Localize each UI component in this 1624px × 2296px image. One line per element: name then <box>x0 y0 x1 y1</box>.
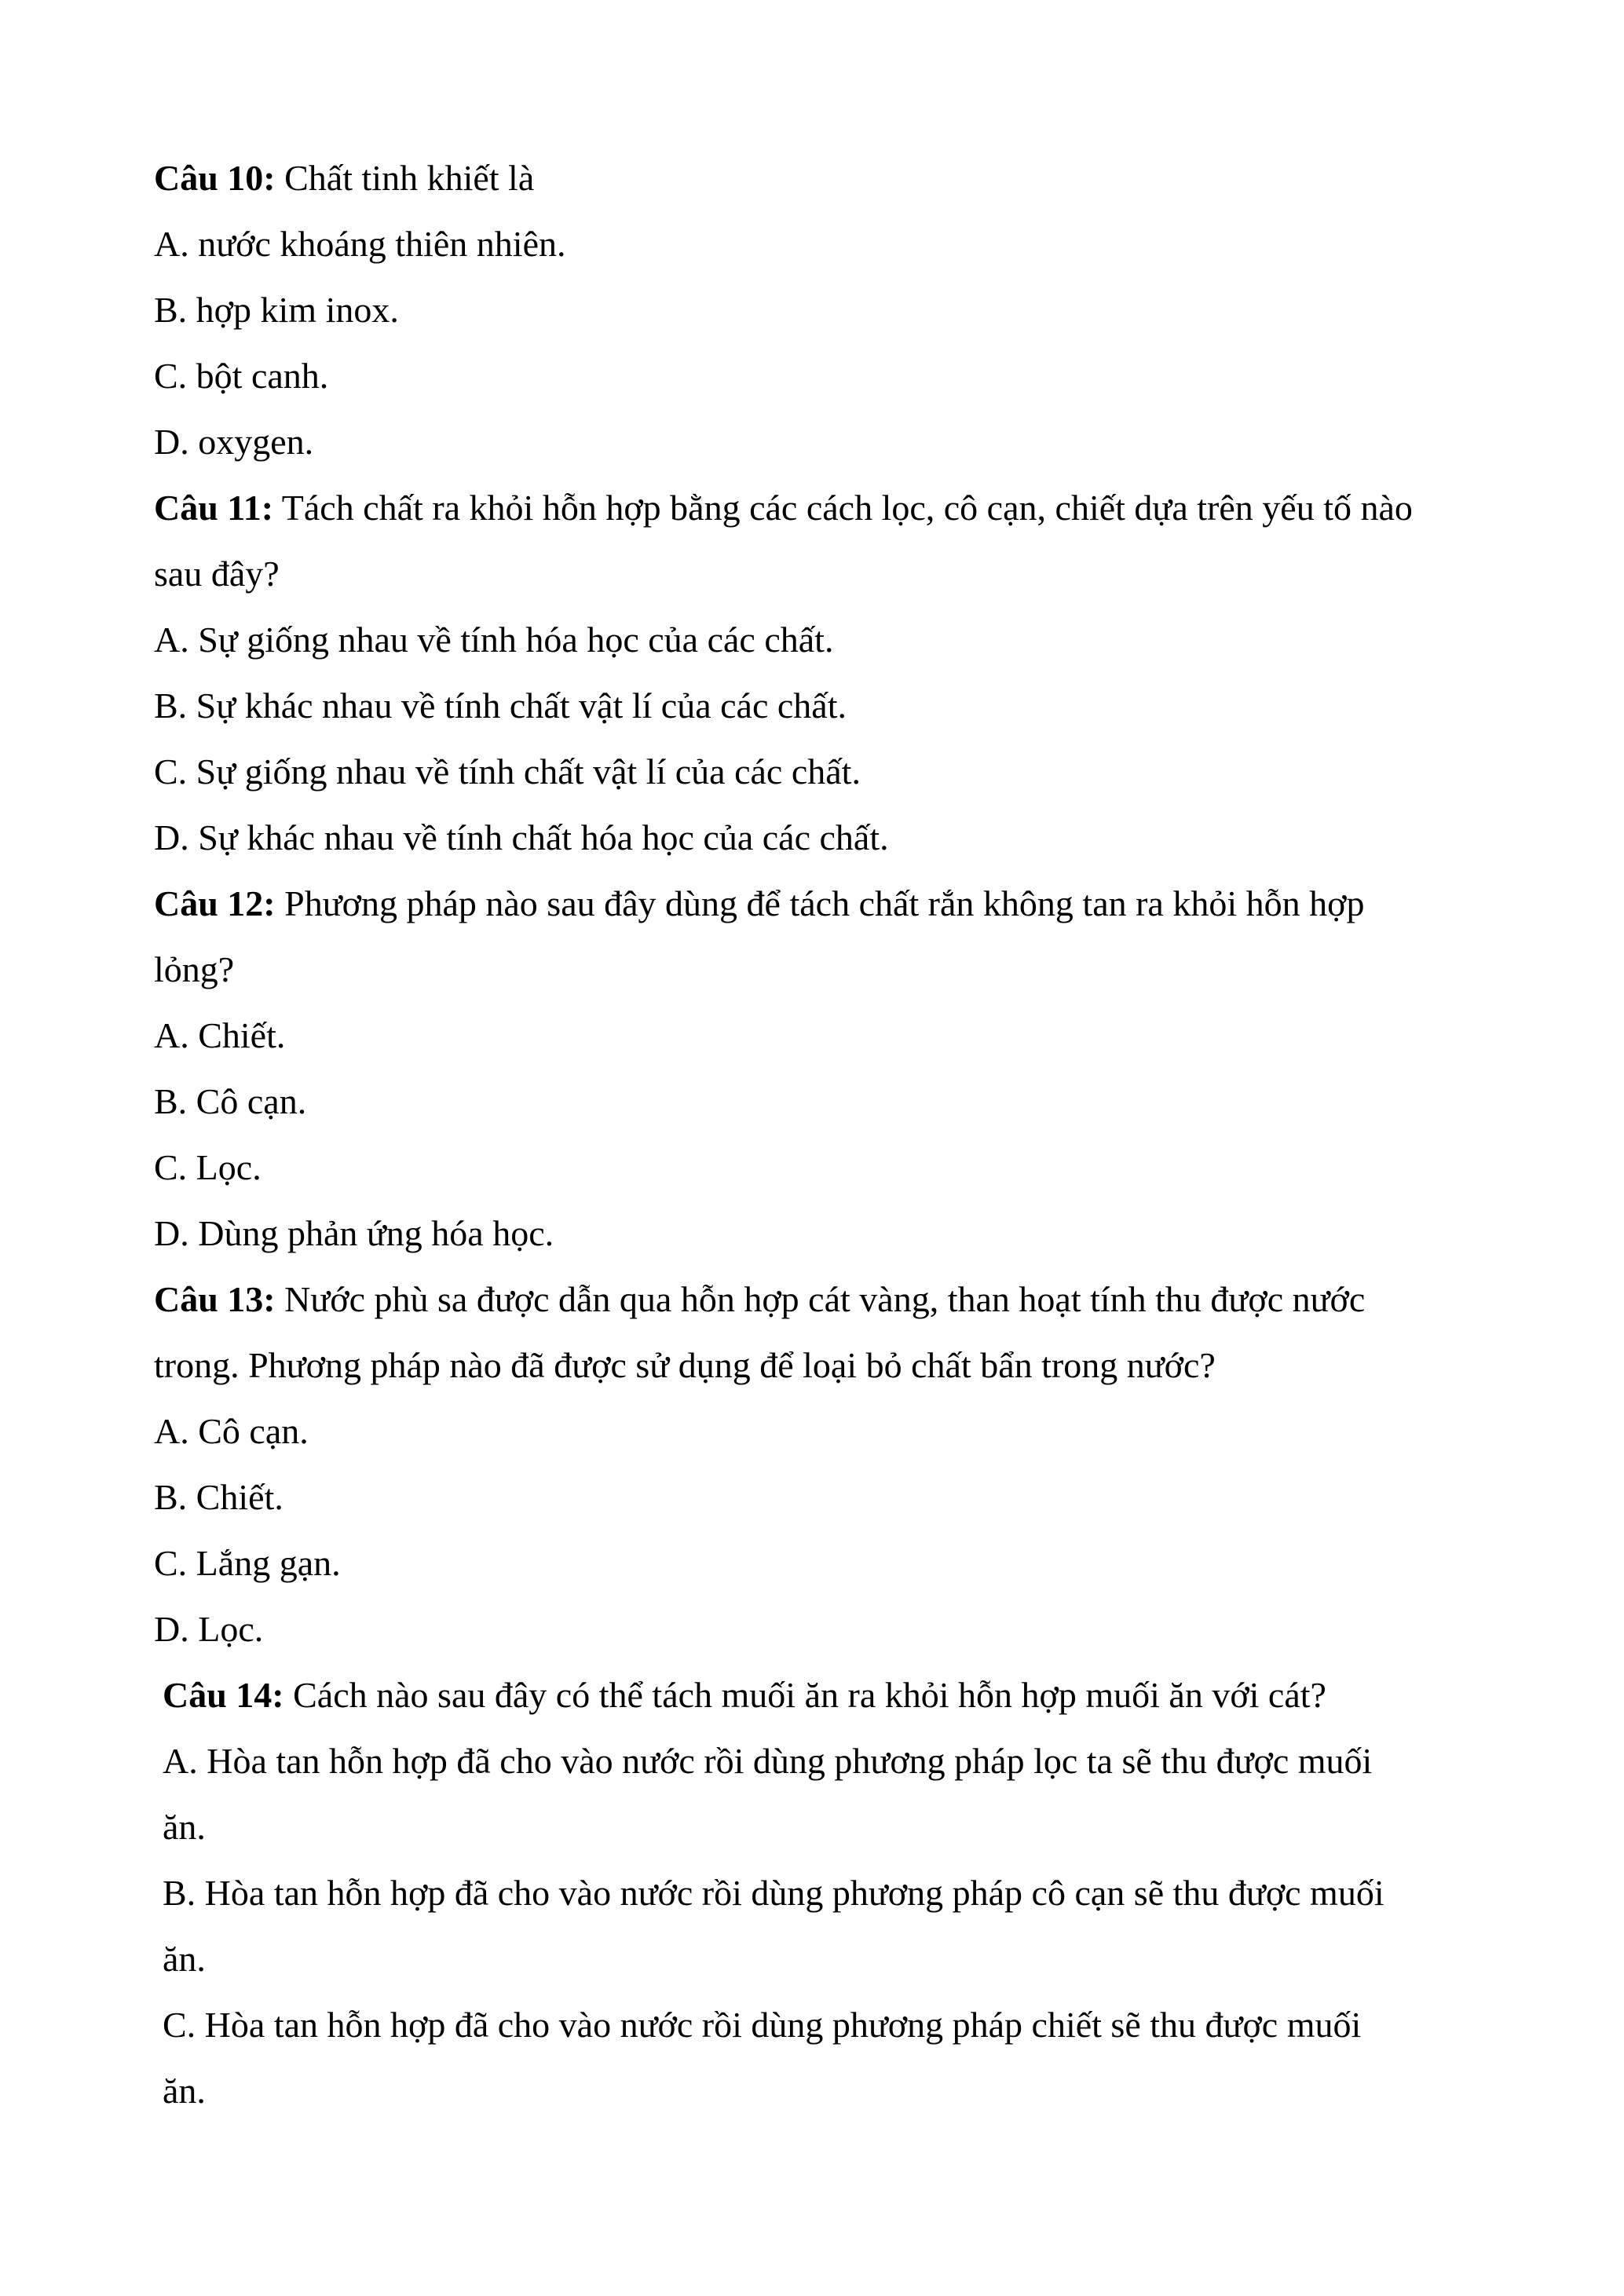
question-10-option-b: B. hợp kim inox. <box>154 290 399 330</box>
question-12-option-a: A. Chiết. <box>154 1015 286 1055</box>
question-13-option-c: C. Lắng gạn. <box>154 1543 341 1583</box>
question-14-line-1 <box>163 1673 1513 1717</box>
question-11-line-2: sau đây? <box>154 554 280 594</box>
question-14-option-c-line-2: ăn. <box>163 2071 206 2111</box>
question-14-option-a-line-2: ăn. <box>163 1807 206 1847</box>
question-text: Chất tinh khiết là <box>284 158 535 198</box>
question-13-option-d: D. Lọc. <box>154 1609 264 1649</box>
question-13-line-1 <box>154 1278 1505 1322</box>
question-text: Phương pháp nào sau đây dùng để tách chất rắn không tan ra khỏi hỗn hợp <box>284 883 1365 923</box>
question-12-line-2: lỏng? <box>154 949 235 989</box>
question-label: Câu 12: <box>154 883 276 923</box>
question-12-line-1 <box>154 882 1505 926</box>
question-11-line-1 <box>154 486 1505 530</box>
question-12-option-d: D. Dùng phản ứng hóa học. <box>154 1213 554 1253</box>
question-12-option-c: C. Lọc. <box>154 1147 262 1187</box>
question-14-option-a-line-1: A. Hòa tan hỗn hợp đã cho vào nước rồi dùng phương pháp lọc ta sẽ thu được muối <box>163 1741 1373 1781</box>
question-text: Tách chất ra khỏi hỗn hợp bằng các cách lọc, cô cạn, chiết dựa trên yếu tố nào <box>281 488 1413 528</box>
question-11-option-c: C. Sự giống nhau về tính chất vật lí của các chất. <box>154 751 861 792</box>
question-10-option-d: D. oxygen. <box>154 422 314 462</box>
question-14-option-b-line-2: ăn. <box>163 1939 206 1979</box>
question-11-option-d: D. Sự khác nhau về tính chất hóa học của các chất. <box>154 817 889 857</box>
question-label: Câu 13: <box>154 1279 276 1319</box>
question-label: Câu 11: <box>154 488 274 528</box>
question-10-option-c: C. bột canh. <box>154 356 329 396</box>
question-10-option-a: A. nước khoáng thiên nhiên. <box>154 224 566 264</box>
question-14-option-c-line-1: C. Hòa tan hỗn hợp đã cho vào nước rồi dùng phương pháp chiết sẽ thu được muối <box>163 2005 1362 2045</box>
question-11-option-a: A. Sự giống nhau về tính hóa học của các chất. <box>154 620 834 660</box>
question-10-line-1 <box>154 156 1505 200</box>
question-label: Câu 14: <box>163 1675 284 1715</box>
question-text: Cách nào sau đây có thể tách muối ăn ra khỏi hỗn hợp muối ăn với cát? <box>293 1675 1326 1715</box>
question-13-option-b: B. Chiết. <box>154 1477 283 1517</box>
question-13-option-a: A. Cô cạn. <box>154 1411 309 1451</box>
question-14-option-b-line-1: B. Hòa tan hỗn hợp đã cho vào nước rồi dùng phương pháp cô cạn sẽ thu được muối <box>163 1873 1384 1913</box>
question-label: Câu 10: <box>154 158 276 198</box>
question-13-line-2: trong. Phương pháp nào đã được sử dụng để loại bỏ chất bẩn trong nước? <box>154 1345 1216 1385</box>
question-12-option-b: B. Cô cạn. <box>154 1081 307 1121</box>
question-text: Nước phù sa được dẫn qua hỗn hợp cát vàng, than hoạt tính thu được nước <box>284 1279 1366 1319</box>
question-11-option-b: B. Sự khác nhau về tính chất vật lí của các chất. <box>154 686 847 726</box>
